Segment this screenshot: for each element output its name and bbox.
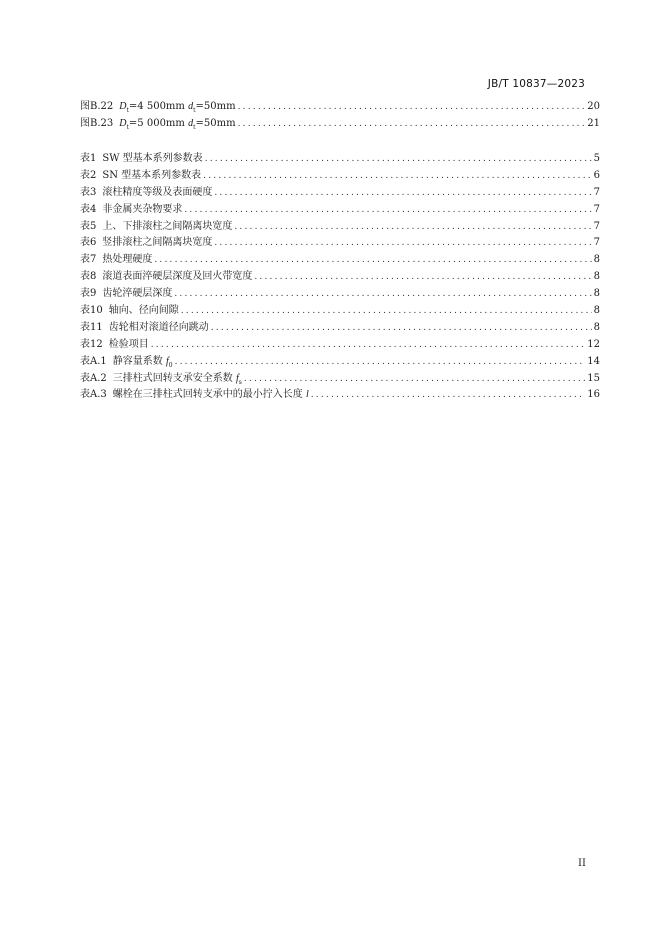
toc-page-number: 12	[587, 338, 600, 350]
toc-leader-dots	[211, 320, 592, 337]
toc-table-title: 热处理硬度	[102, 254, 153, 266]
toc-leader-dots	[254, 269, 591, 286]
toc-table-entry[interactable]	[80, 235, 600, 252]
toc-page-number: 6	[593, 169, 600, 181]
toc-page-number: 20	[587, 101, 600, 112]
toc-table-label: 表A.3	[80, 389, 107, 401]
toc-table-entry[interactable]	[80, 202, 600, 219]
toc-page-number: 8	[593, 305, 600, 317]
toc-table-label: 表1	[80, 153, 97, 164]
toc-leader-dots	[244, 371, 585, 388]
toc-table-label: 表A.1	[80, 355, 107, 367]
toc-table-label: 表A.2	[80, 372, 107, 384]
toc-leader-dots	[311, 387, 586, 404]
toc-table-entry[interactable]	[80, 286, 600, 303]
toc-table-title: 螺栓在三排柱式回转支承中的最小拧入长度 l	[112, 389, 309, 401]
toc-table-title: 齿轮淬硬层深度	[102, 288, 173, 300]
toc-table-entry[interactable]	[80, 337, 600, 354]
toc-table-entry[interactable]	[80, 269, 600, 286]
toc-table-entry[interactable]	[80, 219, 600, 236]
toc-table-entry[interactable]	[80, 185, 600, 202]
toc-table-title: 三排柱式回转支承安全系数 $f_s$	[112, 372, 242, 386]
toc-table-list	[80, 151, 600, 404]
toc-table-title: 齿轮相对滚道径向跳动	[108, 321, 209, 333]
toc-leader-dots	[234, 219, 591, 236]
toc-table-label: 表3	[80, 186, 97, 198]
toc-leader-dots	[154, 252, 591, 269]
toc-figure-list	[80, 99, 600, 133]
toc-figure-entry[interactable]	[80, 99, 600, 116]
toc-page-number: 7	[593, 186, 600, 198]
toc-page-number: 7	[593, 203, 600, 215]
toc-table-entry[interactable]	[80, 371, 600, 388]
toc-table-title: 检验项目	[108, 338, 149, 350]
toc-figure-entry[interactable]	[80, 116, 600, 133]
toc-leader-dots	[205, 151, 592, 168]
toc-table-title: 非金属夹杂物要求	[102, 203, 183, 215]
toc-leader-dots	[174, 286, 591, 303]
toc-table-label: 表9	[80, 288, 97, 300]
toc-page-number: 7	[593, 220, 600, 232]
toc-table-title: 轴向、径向间隙	[108, 305, 179, 317]
toc-table-title: SN 型基本系列参数表	[102, 169, 202, 181]
toc-leader-dots	[238, 116, 586, 133]
toc-table-label: 表7	[80, 254, 97, 266]
toc-table-title: 静容量系数 $f_0$	[112, 355, 173, 369]
toc-page-number: 15	[587, 372, 600, 384]
toc-table-entry[interactable]	[80, 151, 600, 168]
toc-leader-dots	[181, 303, 592, 320]
toc-table-title: 上、下排滚柱之间隔离块宽度	[102, 220, 233, 232]
toc-page-number: 8	[593, 321, 600, 333]
toc-page-number: 16	[587, 389, 600, 401]
toc-table-label: 表10	[80, 305, 103, 317]
toc-table-entry[interactable]	[80, 387, 600, 404]
page-number: II	[578, 858, 586, 869]
toc-leader-dots	[175, 354, 586, 371]
toc-leader-dots	[238, 99, 586, 116]
toc-table-entry[interactable]	[80, 354, 600, 371]
toc-table-entry[interactable]	[80, 168, 600, 185]
toc-table-title: 竖排滚柱之间隔离块宽度	[102, 237, 213, 249]
toc-leader-dots	[203, 168, 591, 185]
toc-table-label: 表11	[80, 321, 103, 333]
toc-page-number: 8	[593, 254, 600, 266]
toc-figure-label: 图B.23	[80, 117, 114, 129]
toc-leader-dots	[184, 202, 591, 219]
toc-page-number: 8	[593, 288, 600, 300]
toc-leader-dots	[214, 235, 591, 252]
toc-page-number: 8	[593, 271, 600, 283]
toc-page-number: 7	[593, 237, 600, 249]
toc-table-label: 表12	[80, 338, 103, 350]
toc-page-number: 5	[593, 153, 600, 164]
toc-table-label: 表8	[80, 271, 97, 283]
toc-page-number: 14	[587, 355, 600, 367]
toc-table-entry[interactable]	[80, 303, 600, 320]
toc-table-entry[interactable]	[80, 320, 600, 337]
toc-figure-title: $D_t=5$ 000mm $d_t=50mm$	[119, 117, 236, 131]
toc-page-number: 21	[587, 117, 600, 129]
toc-table-label: 表6	[80, 237, 97, 249]
toc-table-label: 表2	[80, 169, 97, 181]
toc-table-label: 表4	[80, 203, 97, 215]
toc-table-title: SW 型基本系列参数表	[102, 153, 203, 164]
toc-table-entry[interactable]	[80, 252, 600, 269]
toc-table-label: 表5	[80, 220, 97, 232]
toc-leader-dots	[151, 337, 586, 354]
toc-table-title: 滚柱精度等级及表面硬度	[102, 186, 213, 198]
toc-figure-title: $D_t=4$ 500mm $d_t=50mm$	[119, 101, 236, 114]
toc-leader-dots	[214, 185, 591, 202]
toc-table-title: 滚道表面淬硬层深度及回火带宽度	[102, 271, 253, 283]
standard-number: JB/T 10837—2023	[487, 78, 585, 90]
toc-figure-label: 图B.22	[80, 101, 114, 112]
